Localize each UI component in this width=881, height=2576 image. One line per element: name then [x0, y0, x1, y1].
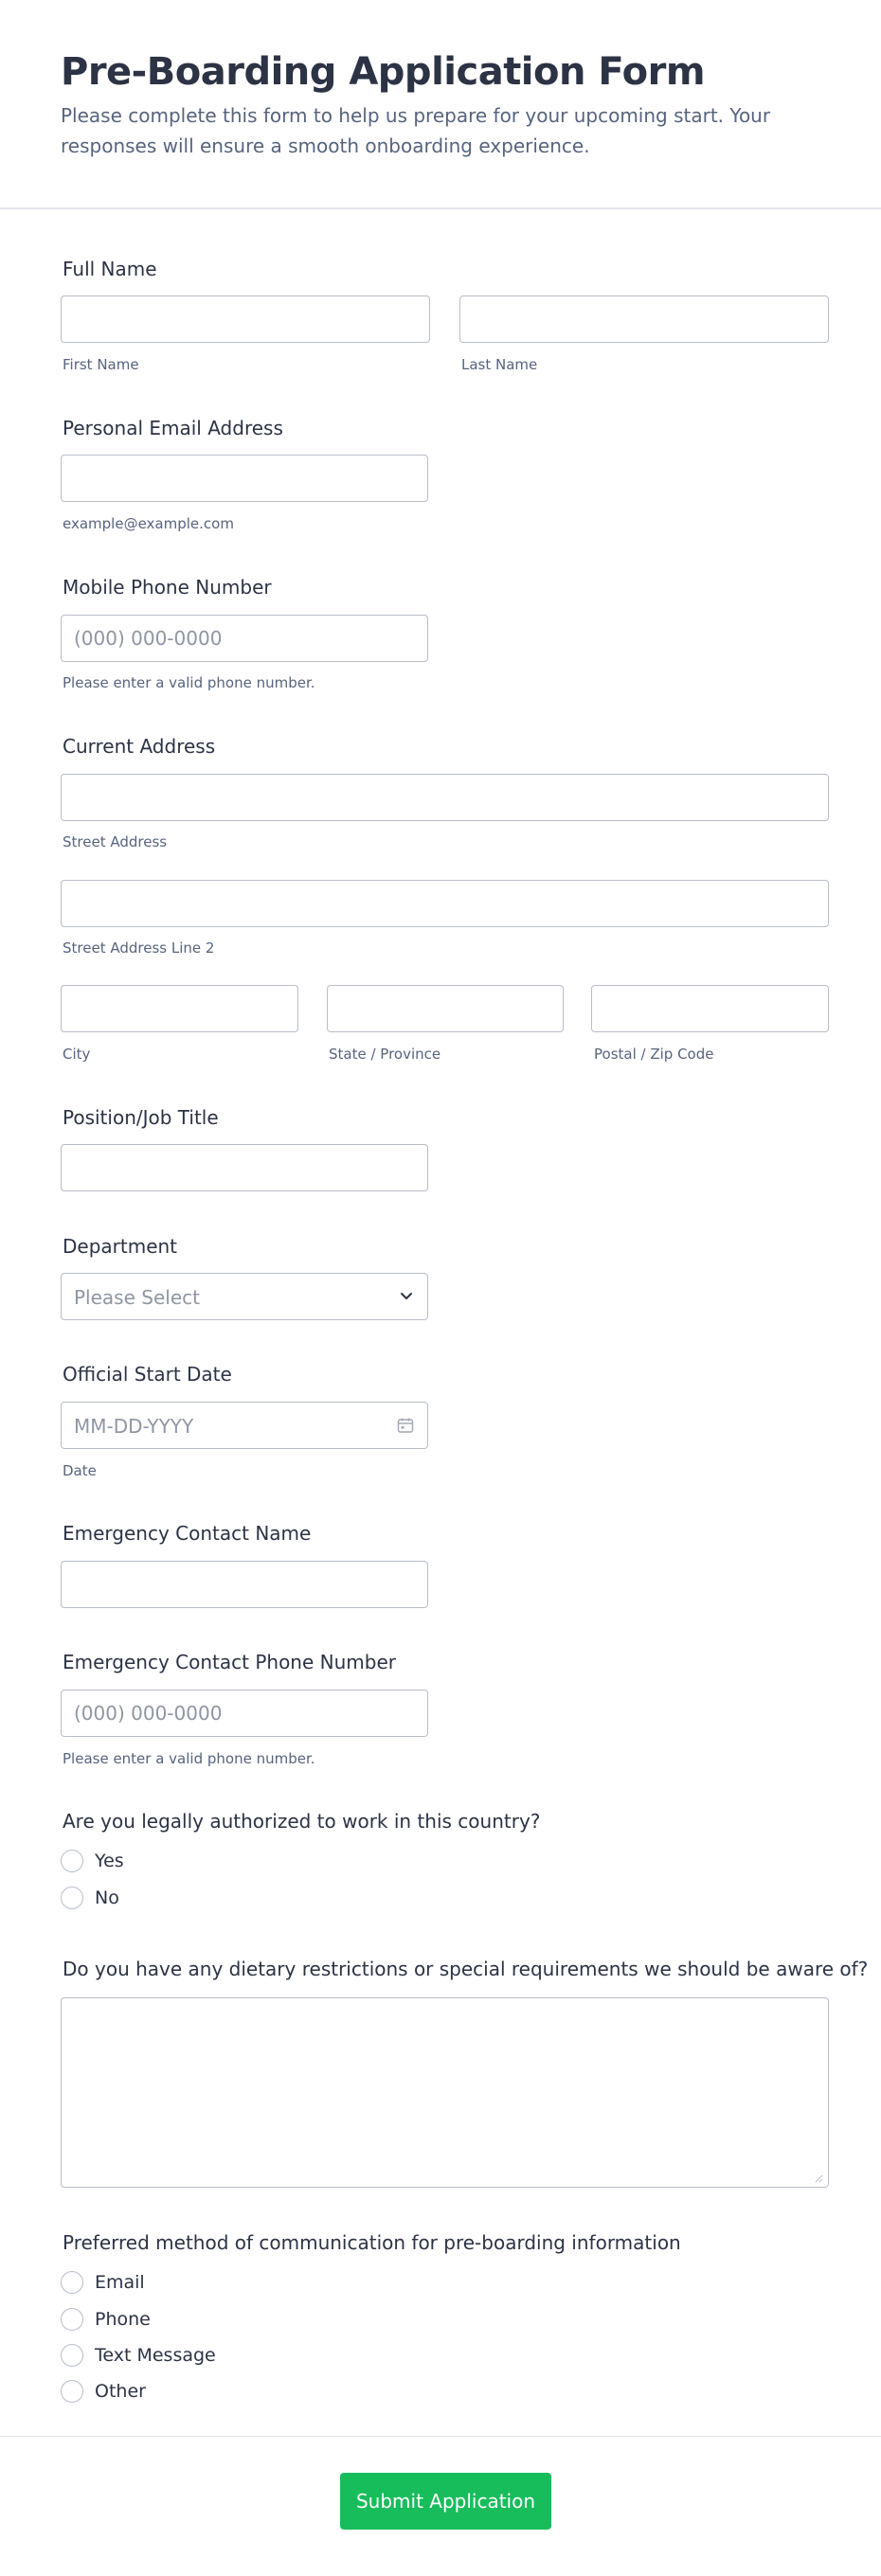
- first-name-input[interactable]: [61, 295, 430, 343]
- footer-divider: [0, 2436, 881, 2437]
- last-name-sublabel: Last Name: [461, 356, 538, 373]
- radio-button[interactable]: [61, 2344, 83, 2367]
- radio-button[interactable]: [61, 1887, 83, 1909]
- state-input[interactable]: [327, 985, 564, 1032]
- radio-option-no[interactable]: [61, 1884, 119, 1912]
- last-name-input[interactable]: [459, 295, 829, 343]
- street-address-input[interactable]: [61, 774, 829, 821]
- dietary-restrictions-label: Do you have any dietary restrictions or special requirements we should be aware of?: [63, 1958, 869, 1980]
- radio-option-other[interactable]: [61, 2377, 146, 2406]
- address-label: Current Address: [63, 735, 216, 758]
- street-address-line2-sublabel: Street Address Line 2: [63, 939, 215, 957]
- submit-application-button[interactable]: Submit Application: [340, 2473, 551, 2530]
- form-header: [0, 0, 881, 209]
- page-title: Pre-Boarding Application Form: [61, 50, 705, 94]
- state-sublabel: State / Province: [329, 1046, 441, 1063]
- emergency-contact-phone-input[interactable]: [61, 1690, 428, 1737]
- radio-button[interactable]: [61, 2308, 83, 2331]
- first-name-sublabel: First Name: [63, 356, 139, 373]
- calendar-icon[interactable]: [397, 1417, 414, 1434]
- emergency-contact-phone-sublabel: Please enter a valid phone number.: [63, 1750, 315, 1767]
- mobile-phone-input[interactable]: [61, 615, 428, 662]
- radio-label: Yes: [95, 1851, 124, 1871]
- email-sublabel: example@example.com: [63, 515, 234, 532]
- radio-button[interactable]: [61, 2271, 83, 2294]
- start-date-placeholder: MM-DD-YYYY: [74, 1415, 194, 1438]
- mobile-phone-label: Mobile Phone Number: [63, 576, 272, 599]
- radio-option-email[interactable]: [61, 2268, 145, 2297]
- emergency-contact-name-label: Emergency Contact Name: [63, 1522, 312, 1545]
- email-input[interactable]: [61, 455, 428, 502]
- radio-button[interactable]: [61, 1850, 83, 1872]
- zip-sublabel: Postal / Zip Code: [594, 1046, 714, 1063]
- work-authorization-label: Are you legally authorized to work in this country?: [63, 1810, 541, 1833]
- communication-method-label: Preferred method of communication for pre-boarding information: [63, 2231, 681, 2254]
- zip-input[interactable]: [591, 985, 829, 1032]
- position-input[interactable]: [61, 1144, 428, 1191]
- department-select[interactable]: [61, 1273, 428, 1320]
- radio-label: Text Message: [95, 2345, 216, 2366]
- department-selected-value: Please Select: [74, 1286, 200, 1309]
- radio-button[interactable]: [61, 2380, 83, 2403]
- start-date-input[interactable]: [61, 1402, 428, 1449]
- city-sublabel: City: [63, 1046, 91, 1063]
- chevron-down-icon: [399, 1288, 414, 1303]
- street-address-line2-input[interactable]: [61, 880, 829, 927]
- full-name-label: Full Name: [63, 258, 157, 280]
- radio-option-yes[interactable]: [61, 1847, 124, 1875]
- radio-label: Phone: [95, 2309, 151, 2330]
- email-label: Personal Email Address: [63, 417, 283, 439]
- radio-label: Other: [95, 2381, 146, 2402]
- emergency-contact-phone-label: Emergency Contact Phone Number: [63, 1651, 396, 1673]
- emergency-contact-name-input[interactable]: [61, 1561, 428, 1608]
- position-label: Position/Job Title: [63, 1106, 219, 1129]
- radio-label: Email: [95, 2272, 145, 2293]
- dietary-restrictions-textarea[interactable]: [61, 1997, 829, 2188]
- department-label: Department: [63, 1235, 178, 1258]
- mobile-phone-sublabel: Please enter a valid phone number.: [63, 674, 315, 691]
- start-date-sublabel: Date: [63, 1462, 97, 1479]
- resize-grip-icon[interactable]: [814, 2174, 823, 2183]
- city-input[interactable]: [61, 985, 298, 1032]
- radio-label: No: [95, 1887, 119, 1908]
- page-subtitle: Please complete this form to help us prepare for your upcoming start. Your responses will ensure a smooth onboarding experience.: [61, 104, 771, 157]
- radio-option-text-message[interactable]: [61, 2341, 216, 2370]
- start-date-label: Official Start Date: [63, 1363, 232, 1386]
- street-address-sublabel: Street Address: [63, 833, 168, 850]
- radio-option-phone[interactable]: [61, 2305, 151, 2334]
